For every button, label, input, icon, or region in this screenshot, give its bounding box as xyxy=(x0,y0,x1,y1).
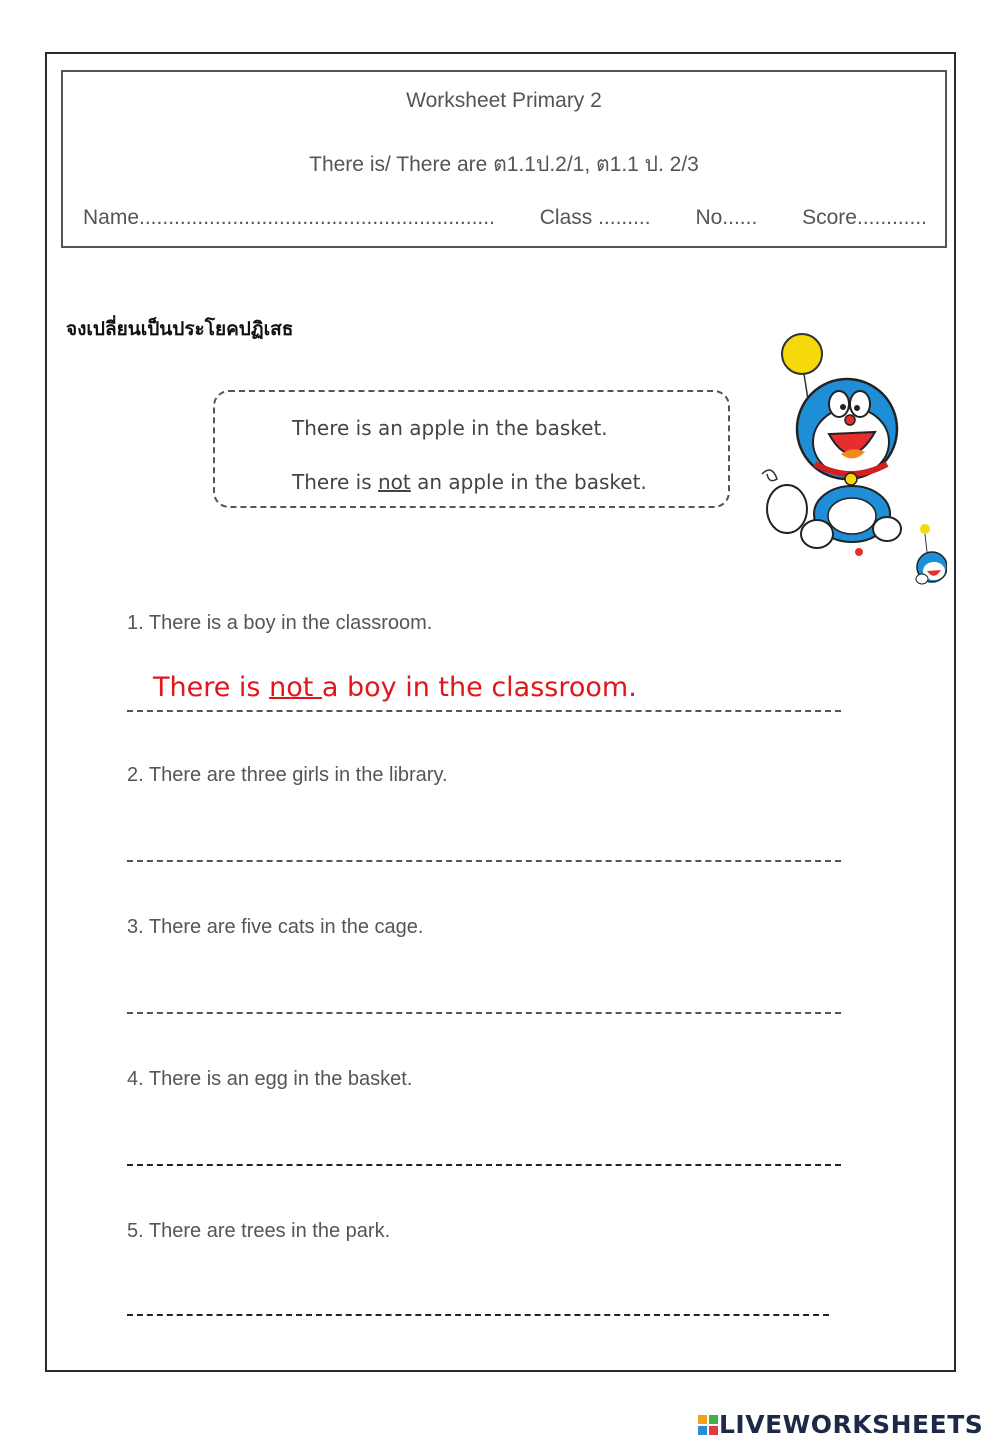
liveworksheets-logo[interactable] xyxy=(697,1410,983,1439)
header-box xyxy=(61,70,947,248)
answer-line-1[interactable] xyxy=(127,710,841,712)
example-affirmative: There is an apple in the basket. xyxy=(292,416,608,440)
student-info-row xyxy=(83,206,927,230)
name-field[interactable]: Name............................................................. xyxy=(83,206,495,229)
example-negative: There is not an apple in the basket. xyxy=(292,470,647,494)
example-box xyxy=(213,390,730,508)
worksheet-title: Worksheet Primary 2 xyxy=(406,89,602,112)
question-4: 4. There is an egg in the basket. xyxy=(127,1068,413,1090)
worksheet-topic: There is/ There are ต1.1ป.2/1, ต1.1 ป. 2/3 xyxy=(309,153,699,176)
answer-line-4[interactable] xyxy=(127,1164,841,1166)
answer-line-5[interactable] xyxy=(127,1314,829,1316)
worksheet-page xyxy=(45,52,956,1372)
instruction-text: จงเปลี่ยนเป็นประโยคปฏิเสธ xyxy=(66,318,294,340)
answer-line-3[interactable] xyxy=(127,1012,841,1014)
balloon-icon xyxy=(782,334,822,374)
example-not-keyword: not xyxy=(377,470,411,494)
answer-1[interactable]: There is not a boy in the classroom. xyxy=(153,672,637,703)
logo-text: LIVEWORKSHEETS xyxy=(719,1410,984,1439)
answer-line-2[interactable] xyxy=(127,860,841,862)
question-3: 3. There are five cats in the cage. xyxy=(127,916,424,938)
question-5: 5. There are trees in the park. xyxy=(127,1220,391,1242)
doraemon-illustration xyxy=(747,324,947,589)
number-field[interactable]: No...... xyxy=(695,206,758,229)
score-field[interactable]: Score............ xyxy=(802,206,927,229)
answer-not-keyword: not xyxy=(269,672,322,703)
question-2: 2. There are three girls in the library. xyxy=(127,764,448,786)
question-1: 1. There is a boy in the classroom. xyxy=(127,612,433,634)
class-field[interactable]: Class ......... xyxy=(539,206,651,229)
logo-blocks-icon xyxy=(697,1414,719,1436)
